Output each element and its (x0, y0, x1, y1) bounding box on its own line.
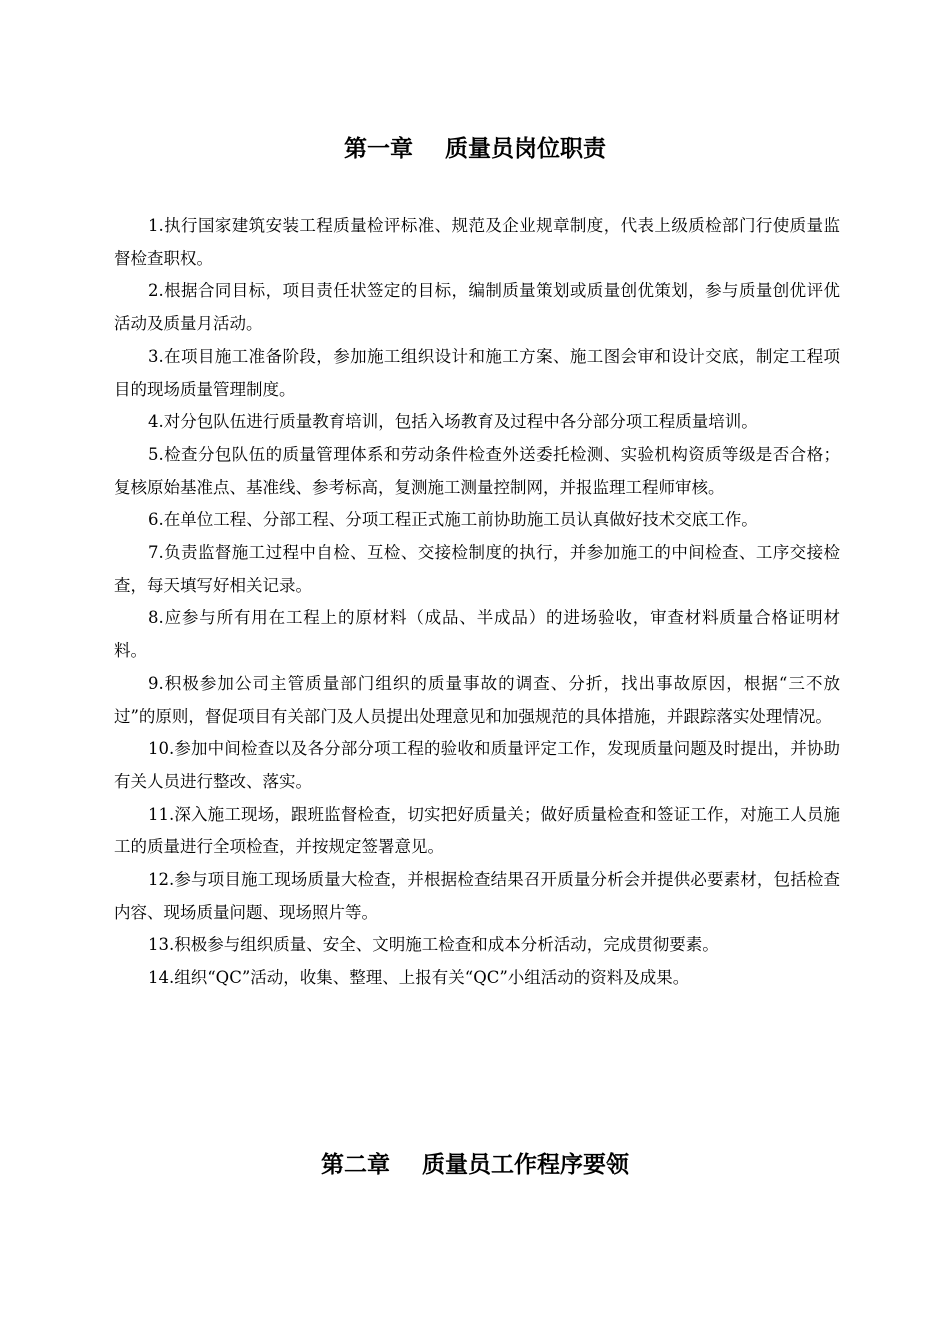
duty-item-4: 4.对分包队伍进行质量教育培训，包括入场教育及过程中各分部分项工程质量培训。 (148, 412, 758, 432)
duty-item-3: 3.在项目施工准备阶段，参加施工组织设计和施工方案、施工图会审和设计交底，制定工程项目的现场质量管理制度。 (114, 346, 840, 399)
duty-item-9: 9.积极参加公司主管质量部门组织的质量事故的调查、分折，找出事故原因，根据“三不放过”的原则，督促项目有关部门及人员提出处理意见和加强规范的具体措施，并跟踪落实处理情况。 (114, 673, 840, 726)
duty-item-6: 6.在单位工程、分部工程、分项工程正式施工前协助施工员认真做好技术交底工作。 (148, 510, 758, 530)
duty-item-11: 11.深入施工现场，跟班监督检查，切实把好质量关；做好质量检查和签证工作，对施工人员施工的质量进行全项检查，并按规定签署意见。 (114, 804, 840, 857)
duty-item-12: 12.参与项目施工现场质量大检查，并根据检查结果召开质量分析会并提供必要素材，包括检查内容、现场质量问题、现场照片等。 (114, 870, 840, 922)
duty-item-5: 5.检查分包队伍的质量管理体系和劳动条件检查外送委托检测、实验机构资质等级是否合格；复核原始基准点、基准线、参考标高，复测施工测量控制网，并报监理工程师审核。 (114, 444, 840, 497)
duty-item-2: 2.根据合同目标，项目责任状签定的目标，编制质量策划或质量创优策划，参与质量创优评优活动及质量月活动。 (114, 281, 840, 334)
duty-list (114, 210, 840, 995)
duty-item-1: 1.执行国家建筑安装工程质量检评标准、规范及企业规章制度，代表上级质检部门行使质量监督检查职权。 (114, 216, 840, 268)
chapter-1-title: 第一章 质量员岗位职责 (343, 136, 607, 162)
duty-item-7: 7.负责监督施工过程中自检、互检、交接检制度的执行，并参加施工的中间检查、工序交接检查，每天填写好相关记录。 (114, 543, 840, 595)
chapter-2-title: 第二章 质量员工作程序要领 (320, 1152, 630, 1178)
duty-item-10: 10.参加中间检查以及各分部分项工程的验收和质量评定工作，发现质量问题及时提出，并协助有关人员进行整改、落实。 (114, 739, 840, 791)
duty-item-8: 8.应参与所有用在工程上的原材料（成品、半成品）的进场验收，审查材料质量合格证明材料。 (114, 608, 840, 661)
duty-item-13: 13.积极参与组织质量、安全、文明施工检查和成本分析活动，完成贯彻要素。 (148, 935, 719, 955)
duty-item-14: 14.组织“QC”活动，收集、整理、上报有关“QC”小组活动的资料及成果。 (148, 968, 690, 988)
